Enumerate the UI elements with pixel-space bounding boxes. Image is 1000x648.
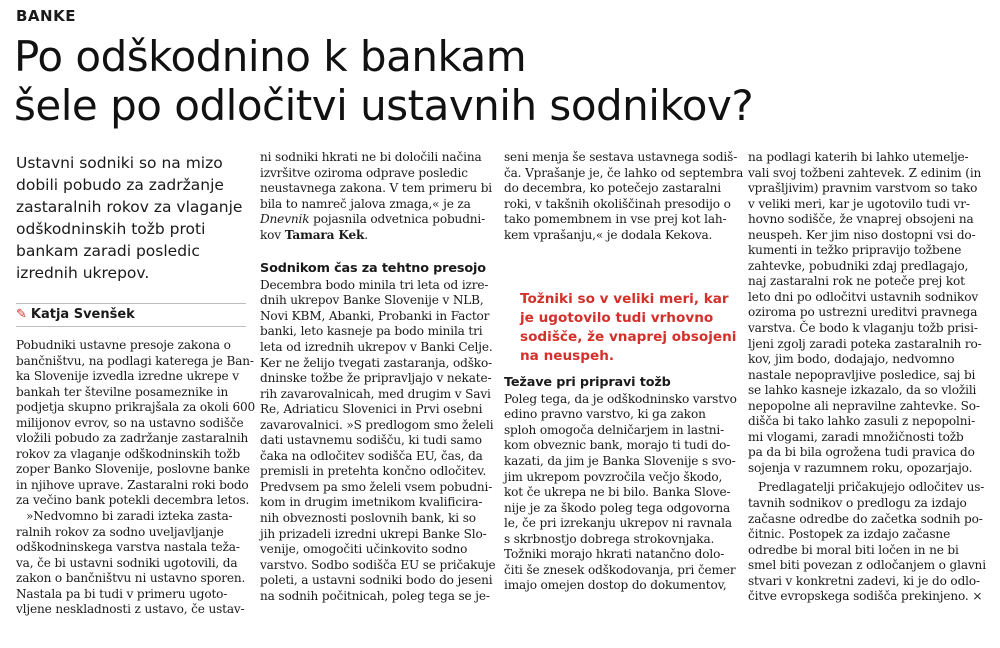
text-line: seni menja še sestava ustavnega sodiš-	[504, 150, 738, 164]
text-line: odredbe bi moral biti ločen in ne bi	[748, 542, 959, 557]
pull-quote-line: Tožniki so v veliki meri, kar	[520, 291, 729, 307]
text-line: leto dni po odločitvi ustavnih sodnikov	[748, 289, 979, 304]
text-line: nepopolne ali nepravilne zahtevke. So-	[748, 398, 980, 413]
text-line: le, če pri izrekanju ukrepov ni ravnala	[504, 516, 732, 531]
text-line: smel biti povezan z odločanjem o glavni	[748, 558, 986, 573]
text-line: rih zavarovalnicah, med drugim v Savi	[260, 386, 491, 401]
pull-quote-line: je ugotovilo tudi vrhovno	[520, 310, 714, 326]
lead-line: bankam zaradi posledic	[16, 242, 200, 260]
text-line: kom in drugim imetnikom kvalificira-	[260, 495, 483, 510]
text-fragment: kov	[260, 227, 285, 242]
text-line: nije je za škodo poleg tega odgovorna	[504, 500, 731, 515]
text-line: Decembra bodo minila tri leta od izre-	[260, 277, 489, 292]
pull-quote	[520, 290, 737, 366]
text-line: leta od izrednih ukrepov v Banki Celje.	[260, 340, 493, 355]
text-line: čiti še znesek odškodovanja, pri čemer	[504, 562, 736, 577]
text-line: edino pravno varstvo, ki ga zakon	[504, 407, 706, 422]
text-line: neustavnega zakona. V tem primeru bi	[260, 181, 493, 196]
column-3	[504, 150, 744, 594]
text-line: Nastala pa bi tudi v primeru ugoto-	[16, 586, 228, 601]
text-line: bančništvu, na podlagi katerega je Ban-	[16, 353, 254, 368]
pull-quote-line: na neuspeh.	[520, 348, 615, 364]
text-line: na sodnih počitnicah, poleg tega se je-	[260, 588, 490, 603]
text-line: Pobudniki ustavne presoje zakona o	[16, 338, 231, 352]
text-line: ni sodniki hkrati ne bi določili načina	[260, 150, 482, 164]
text-line: kumenti in težko pripravijo tožbene	[748, 243, 962, 258]
text-line: zoper Banko Slovenije, poslovne banke	[16, 462, 250, 477]
text-line: vprašljivim) pravnim varstvom so tako	[748, 181, 978, 196]
text-line: čaka na odločitev sodišča EU, čas, da	[260, 448, 483, 463]
text-line: in njihove uprave. Zastaralni roki bodo	[16, 477, 249, 492]
text-line: vali svoj tožbeni zahtevek. Z edinim (in	[748, 165, 982, 180]
pen-icon: ✎	[16, 307, 27, 322]
text-line: vljene neskladnosti z ustavo, če ustav-	[16, 602, 245, 617]
text-line: Ker ne želijo tvegati zastaranja, odško-	[260, 355, 493, 370]
text-line: dninske tožbe že pripravljajo v nekate-	[260, 371, 492, 386]
text-line: mi vlogami, zaradi množičnosti tožb	[748, 429, 964, 444]
text-line: stvari v konkretni zadevi, ki je do odlo-	[748, 573, 980, 588]
lead-line: odškodninskih tožb proti	[16, 220, 206, 238]
text-line: zavarovalnici. »S predlogom smo želeli	[260, 417, 494, 432]
text-line: sploh omogoča delničarjem in lastni-	[504, 422, 725, 437]
text-line: zahtevke, pobudniki zdaj predlagajo,	[748, 258, 969, 273]
text-line: tavnih sodnikov o predlogu za izdajo	[748, 496, 967, 511]
text-line: čitnic. Postopek za izdajo začasne	[748, 527, 951, 542]
headline	[14, 32, 994, 130]
column-4	[748, 150, 984, 605]
text-line: ralnih rokov za sodno uveljavljanje	[16, 524, 224, 539]
text-line	[260, 228, 492, 244]
text-line: pa da bi bila ogrožena tudi pravica do	[748, 445, 975, 460]
text-line: kom obveznic bank, morajo ti tudi do-	[504, 438, 731, 453]
section-label: BANKE	[16, 7, 76, 25]
text-line: roki, v takšnih okoliščinah presodijo o	[504, 196, 731, 211]
text-line: venije, omogočiti učinkovito sodno	[260, 542, 468, 557]
newspaper-name: Dnevnik	[260, 212, 310, 227]
text-line: ka Slovenije izvedla izredne ukrepe v	[16, 369, 239, 384]
author-name: Katja Svenšek	[30, 307, 135, 322]
text-line: bankah ter številne posameznike in	[16, 384, 229, 399]
text-line: za večino bank potekli decembra letos.	[16, 493, 250, 508]
text-line: va, če bi ustavni sodniki ugotovili, da	[16, 555, 238, 570]
column-1	[16, 338, 256, 618]
text-line: nastale nepopravljive posledice, saj bi	[748, 367, 976, 382]
pull-quote-line: sodišče, že vnaprej obsojeni	[520, 329, 737, 345]
text-line: v veliki meri, kar je ugotovilo tudi vr-	[748, 196, 970, 211]
text-line: Novi KBM, Abanki, Probanki in Factor	[260, 308, 490, 323]
text-line: dnih ukrepov Banke Slovenije v NLB,	[260, 293, 484, 308]
text-line: imajo omejen dostop do dokumentov,	[504, 578, 727, 593]
text-line: nih obveznosti poslovnih bank, ki so	[260, 511, 476, 526]
headline-line-2: šele po odločitvi ustavnih sodnikov?	[14, 81, 754, 130]
text-line: premisli in pretehta končno odločitev.	[260, 464, 487, 479]
headline-line-1: Po odškodnino k bankam	[14, 32, 527, 81]
text-line: odškodninskega varstva nastala teža-	[16, 540, 240, 555]
text-line: oziroma po ustrezni ureditvi pravnega	[748, 305, 978, 320]
lead-line: Ustavni sodniki so na mizo	[16, 154, 223, 172]
text-line: jim ukrepom povzročila večjo škodo,	[504, 469, 723, 484]
text-line: varstvo. Sodbo sodišča EU se pričakuje	[260, 557, 496, 572]
lead-line: zastaralnih rokov za vlaganje	[16, 198, 243, 216]
text-line: podjetja skupno prikrajšala za okoli 600	[16, 400, 256, 415]
text-line: Tožniki morajo hkrati natančno dolo-	[504, 547, 725, 562]
text-line: ča. Vprašanje je, če lahko od septembra	[504, 165, 744, 180]
subhead-2: Težave pri pripravi tožb	[504, 375, 671, 391]
text-line: Predlagatelji pričakujejo odločitev us-	[758, 480, 985, 495]
text-line: Re, Adriaticu Slovenici in Prvi osebni	[260, 402, 483, 417]
text-line: kot če ukrepa ne bi bilo. Banka Slove-	[504, 485, 731, 500]
text-line: čitve evropskega sodišča prekinjeno. ×	[748, 589, 983, 604]
text-line: poleti, a ustavni sodniki bodo do jeseni	[260, 573, 493, 588]
quoted-person: Tamara Kek	[284, 227, 365, 242]
text-line: izvršitve oziroma odprave posledic	[260, 165, 468, 180]
text-line: s skrbnostjo dobrega strokovnjaka.	[504, 531, 715, 546]
text-line: dati ustavnemu sodišču, ki tudi samo	[260, 433, 482, 448]
text-line: Poleg tega, da je odškodninsko varstvo	[504, 391, 737, 406]
text-line: na podlagi katerih bi lahko utemelje-	[748, 150, 969, 164]
text-line: jih prizadeli izredni ukrepi Banke Slo-	[260, 526, 487, 541]
lead-line: izrednih ukrepov.	[16, 264, 150, 282]
text-line: neuspeh. Ker jim niso dostopni vsi do-	[748, 227, 976, 242]
text-line: hovno sodišče, že vnaprej obsojeni na	[748, 212, 974, 227]
column-2	[260, 150, 496, 604]
text-line: »Nedvomno bi zaradi izteka zasta-	[26, 509, 233, 524]
text-line: varstva. Če bodo k vlaganju tožb prisi-	[748, 321, 978, 336]
text-line: vložili pobudo za zadržanje zastaralnih	[16, 431, 249, 446]
text-line: rokov za vlaganje odškodninskih tožb	[16, 446, 241, 461]
text-line: sojenja v razumnem roku, opozarjajo.	[748, 460, 973, 475]
lead-paragraph	[16, 152, 246, 284]
text-line	[260, 212, 492, 228]
text-line: kazati, da jim je Banka Slovenije s svo-	[504, 454, 736, 469]
subhead-1: Sodnikom čas za tehtno presojo	[260, 261, 486, 277]
text-line: naj zastaralni rok ne poteče prej kot	[748, 274, 965, 289]
text-fragment: .	[364, 227, 368, 242]
byline	[16, 303, 246, 327]
text-line: bila to namreč jalova zmaga,« je za	[260, 196, 471, 211]
text-line: se lahko kasneje izkazalo, da so vložili	[748, 383, 977, 398]
text-fragment: pojasnila odvetnica pobudni-	[309, 212, 486, 227]
text-line: ljeni zgolj zaradi poteka zastaralnih ro-	[748, 336, 982, 351]
text-line: tako pomembnem in vse prej kot lah-	[504, 212, 727, 227]
text-line: začasne odredbe do začetka sodnih po-	[748, 511, 983, 526]
lead-line: dobili pobudo za zadržanje	[16, 176, 224, 194]
text-line: zakon o bančništvu ni ustavno sporen.	[16, 571, 246, 586]
text-line: dišča bi tako lahko zasuli z nepopolni-	[748, 414, 976, 429]
text-line: milijonov evrov, so na ustavno sodišče	[16, 415, 244, 430]
text-line: Predvsem pa smo želeli vsem pobudni-	[260, 479, 493, 494]
text-line: kov, jim bodo, dodajajo, nedvomno	[748, 352, 955, 367]
text-line: kem vprašanju,« je dodala Kekova.	[504, 227, 713, 242]
text-line: banki, leto kasneje pa bodo minila tri	[260, 324, 483, 339]
text-line: do decembra, ko potečejo zastaralni	[504, 181, 722, 196]
